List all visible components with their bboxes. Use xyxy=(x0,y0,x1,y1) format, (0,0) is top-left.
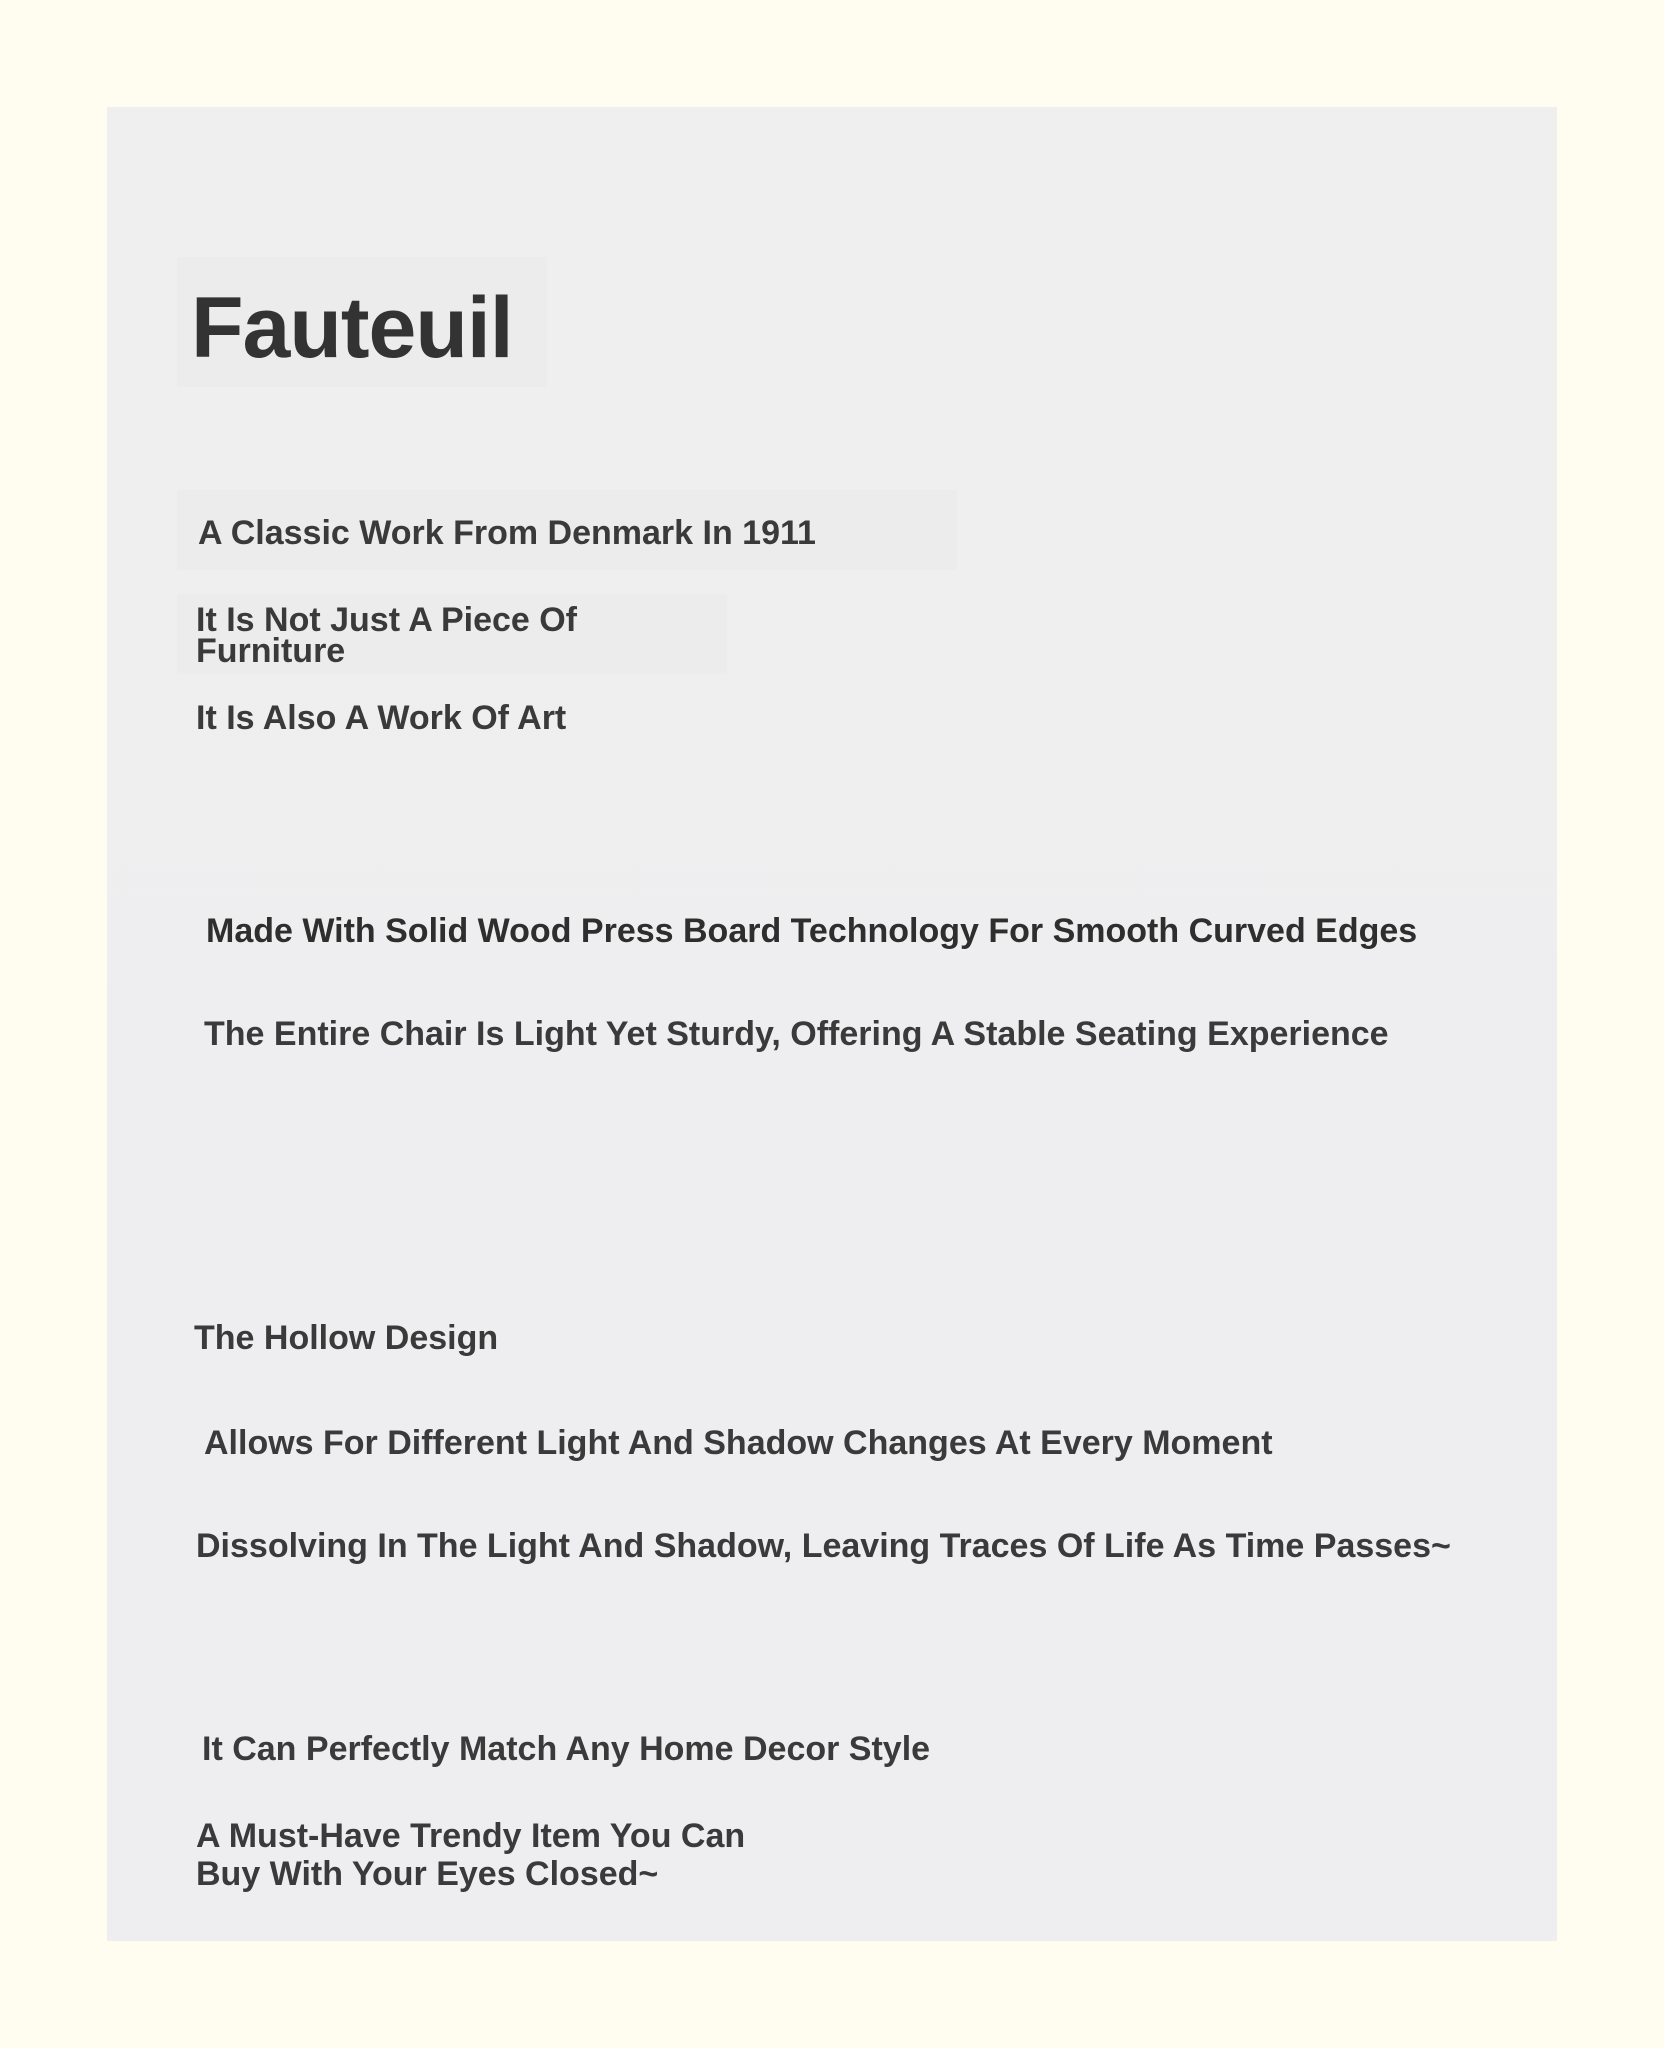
tagline-not-just-furniture: It Is Not Just A Piece Of Furniture xyxy=(196,601,578,670)
content-panel xyxy=(107,107,1557,1941)
page-title: Fauteuil xyxy=(191,280,513,376)
feature-must-have: A Must-Have Trendy Item You Can Buy With Your Eyes Closed~ xyxy=(196,1817,746,1893)
feature-light-sturdy: The Entire Chair Is Light Yet Sturdy, Offering A Stable Seating Experience xyxy=(204,1015,1389,1053)
heading-hollow-design: The Hollow Design xyxy=(194,1319,499,1357)
tagline-work-of-art: It Is Also A Work Of Art xyxy=(196,699,567,737)
feature-decor-style: It Can Perfectly Match Any Home Decor Style xyxy=(202,1730,931,1768)
tagline-classic-work: A Classic Work From Denmark In 1911 xyxy=(198,514,816,552)
feature-traces-of-life: Dissolving In The Light And Shadow, Leaving Traces Of Life As Time Passes~ xyxy=(196,1527,1451,1565)
feature-solid-wood: Made With Solid Wood Press Board Technology For Smooth Curved Edges xyxy=(206,912,1418,950)
feature-light-shadow: Allows For Different Light And Shadow Changes At Every Moment xyxy=(204,1424,1273,1462)
